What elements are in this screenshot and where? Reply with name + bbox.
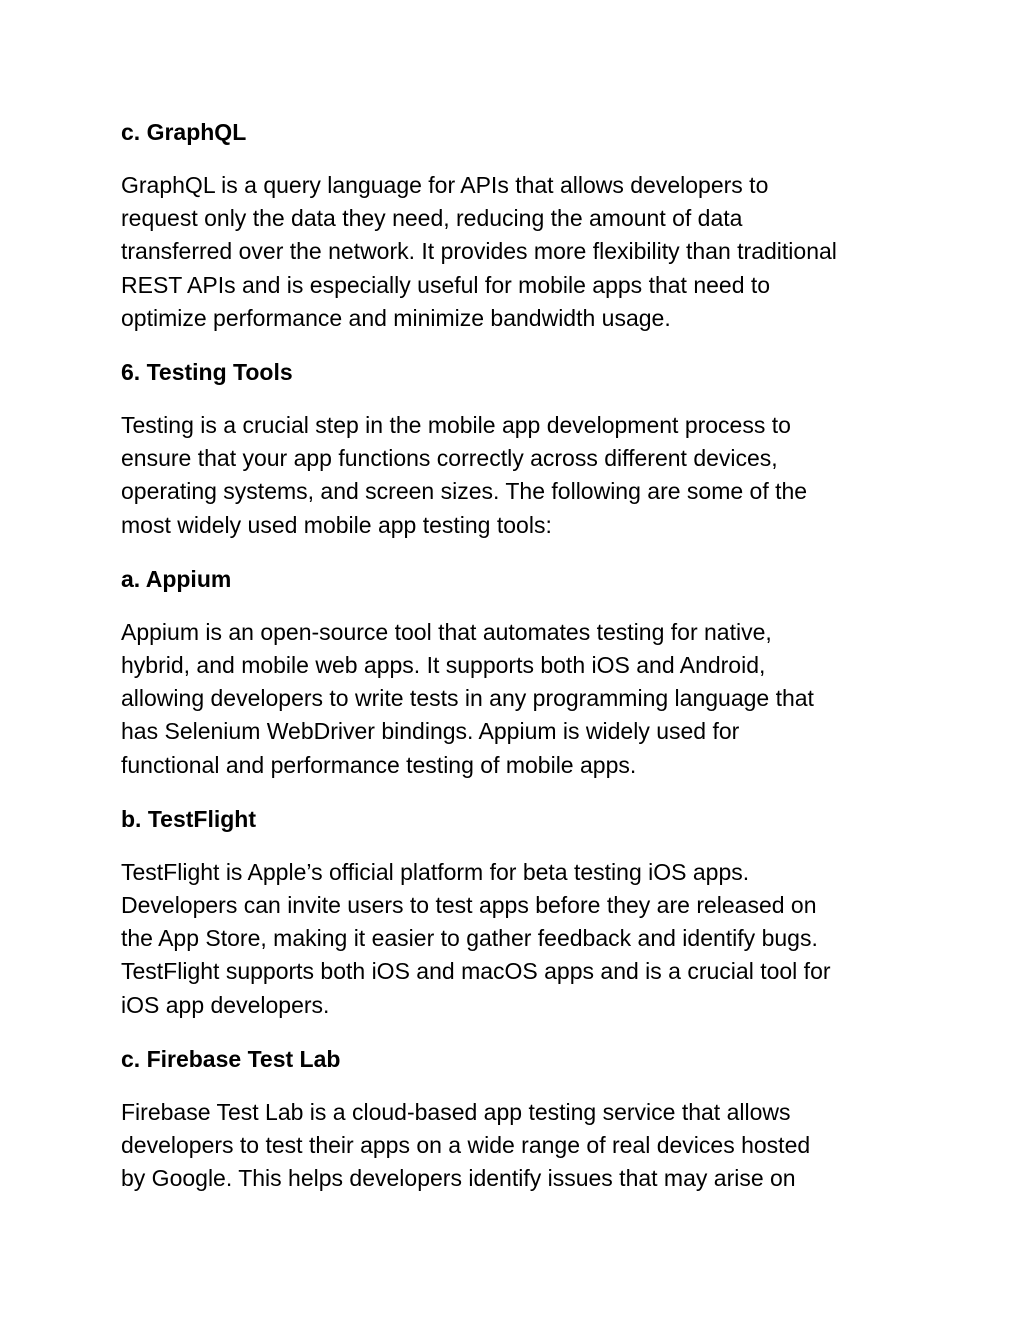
paragraph-appium — [121, 616, 911, 782]
paragraph-testflight — [121, 856, 911, 1022]
paragraph-line: TestFlight supports both iOS and macOS apps and is a crucial tool for — [121, 958, 831, 985]
paragraph-firebase-test-lab — [121, 1096, 911, 1196]
paragraph-line: Appium is an open-source tool that automates testing for native, — [121, 618, 772, 645]
paragraph-line: by Google. This helps developers identify issues that may arise on — [121, 1165, 796, 1192]
paragraph-line: operating systems, and screen sizes. The following are some of the — [121, 478, 808, 505]
paragraph-line: ensure that your app functions correctly across different devices, — [121, 445, 778, 472]
document-page — [121, 116, 911, 1216]
paragraph-line: hybrid, and mobile web apps. It supports both iOS and Android, — [121, 652, 766, 679]
paragraph-line: has Selenium WebDriver bindings. Appium is widely used for — [121, 718, 740, 745]
section-heading-firebase-test-lab: c. Firebase Test Lab — [121, 1045, 341, 1072]
paragraph-line: iOS app developers. — [121, 991, 330, 1018]
paragraph-testing-tools — [121, 409, 911, 542]
paragraph-line: transferred over the network. It provides more flexibility than traditional — [121, 238, 837, 265]
paragraph-line: request only the data they need, reducing the amount of data — [121, 205, 743, 232]
paragraph-line: the App Store, making it easier to gather feedback and identify bugs. — [121, 925, 818, 952]
paragraph-line: Testing is a crucial step in the mobile app development process to — [121, 412, 791, 439]
paragraph-line: optimize performance and minimize bandwidth usage. — [121, 304, 671, 331]
paragraph-line: allowing developers to write tests in any programming language that — [121, 685, 814, 712]
paragraph-line: developers to test their apps on a wide range of real devices hosted — [121, 1132, 811, 1159]
paragraph-line: functional and performance testing of mobile apps. — [121, 751, 637, 778]
paragraph-line: most widely used mobile app testing tools: — [121, 511, 552, 538]
section-heading-graphql: c. GraphQL — [121, 119, 247, 145]
section-heading-appium: a. Appium — [121, 565, 232, 592]
paragraph-line: Developers can invite users to test apps before they are released on — [121, 892, 817, 919]
paragraph-graphql — [121, 169, 911, 335]
paragraph-line: REST APIs and is especially useful for mobile apps that need to — [121, 271, 771, 298]
section-heading-testing-tools: 6. Testing Tools — [121, 359, 293, 386]
paragraph-line: TestFlight is Apple’s official platform for beta testing iOS apps. — [121, 858, 750, 885]
section-heading-testflight: b. TestFlight — [121, 805, 257, 832]
paragraph-line: Firebase Test Lab is a cloud-based app testing service that allows — [121, 1098, 791, 1125]
paragraph-line: GraphQL is a query language for APIs that allows developers to — [121, 172, 769, 198]
